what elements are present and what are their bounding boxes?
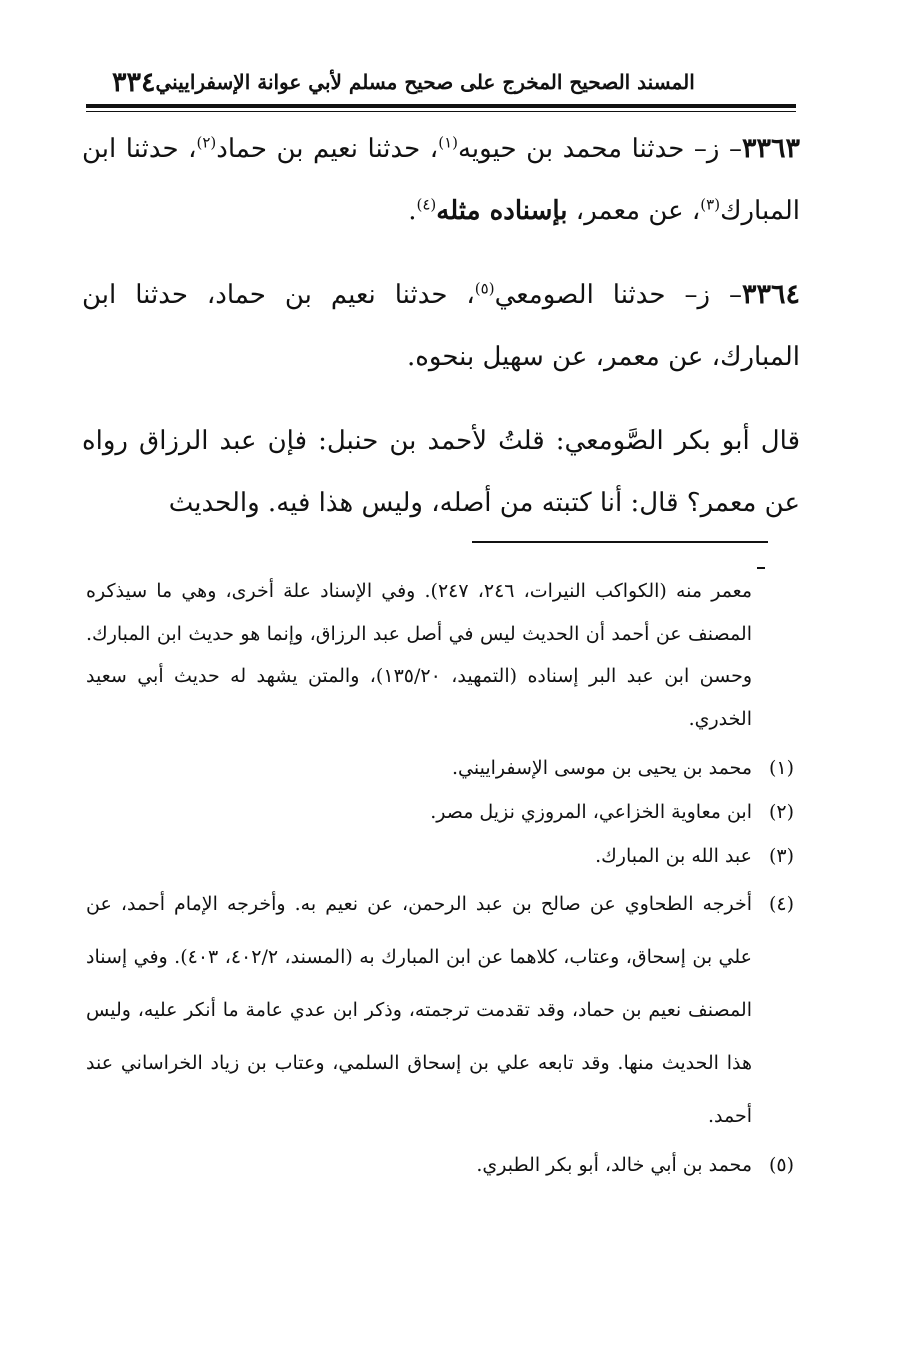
- hadith-3363: [82, 118, 800, 242]
- footnote-ref[interactable]: (١): [438, 133, 458, 152]
- footnotes: [86, 570, 794, 1187]
- footnote-ref[interactable]: (٢): [196, 133, 217, 152]
- page-number: ٣٣٤: [112, 66, 156, 98]
- footnote-1: [86, 746, 794, 790]
- hadith-text: ، عن معمر،: [567, 196, 701, 226]
- footnote-text: محمد بن أبي خالد، أبو بكر الطبري.: [476, 1154, 752, 1176]
- hadith-text: ، حدثنا نعيم بن حماد: [216, 134, 439, 164]
- hadith-text: ، حدثنا نعيم بن حماد، حدثنا ابن المبارك، عن معمر، عن سهيل بنحوه.: [82, 280, 800, 372]
- footnote-text: محمد بن يحيى بن موسى الإسفراييني.: [451, 757, 752, 779]
- footnote-3: [86, 834, 794, 878]
- main-text: [82, 118, 800, 556]
- footnote-text: أخرجه الطحاوي عن صالح بن عبد الرحمن، عن نعيم به. وأخرجه الإمام أحمد، عن علي بن إسحاق، وعتاب، كلاهما عن ابن المبارك به (المسند، ٤٠٢/٢، ٤٠٣). وفي إسناد المصنف نعيم بن حماد، وقد تقدمت ترجمته، وذكر ابن عدي عامة ما أنكر عليه، وليس هذا الحديث منها. وقد تابعه علي بن إسحاق السلمي، وعتاب بن زياد الخراساني عند أحمد.: [86, 893, 753, 1127]
- footnote-text: ابن معاوية الخزاعي، المروزي نزيل مصر.: [430, 801, 752, 823]
- hadith-text: ، حدثنا ابن المبارك: [82, 134, 800, 226]
- hadith-text: – ز– حدثنا محمد بن حيويه: [457, 134, 742, 164]
- hadith-number: ٣٣٦٣: [742, 133, 801, 164]
- footnote-5: [86, 1143, 794, 1187]
- commentary-paragraph: قال أبو بكر الصَّومعي: قلتُ لأحمد بن حنبل: فإن عبد الرزاق رواه عن معمر؟ قال: أنا كتبته من أصله، وليس هذا فيه. والحديث: [82, 426, 800, 518]
- hadith-number: ٣٣٦٤: [741, 279, 800, 310]
- hadith-text: .: [408, 196, 417, 226]
- footnote-ref[interactable]: (٣): [700, 195, 721, 214]
- footnote-label: (٣): [768, 845, 794, 867]
- footnote-label: (٤): [768, 893, 794, 915]
- footnote-ref[interactable]: (٤): [416, 195, 437, 214]
- running-title: المسند الصحيح المخرج على صحيح مسلم لأبي عوانة الإسفراييني: [155, 70, 695, 94]
- page-header: [86, 62, 796, 102]
- footnote-label: (١): [768, 757, 794, 779]
- footnote-dash: [757, 567, 765, 569]
- footnote-2: [86, 790, 794, 834]
- hadith-bold-text: بإسناده مثله: [436, 196, 568, 226]
- footnote-text: عبد الله بن المبارك.: [595, 845, 752, 867]
- footnote-separator: [472, 541, 768, 543]
- footnote-continuation: معمر منه (الكواكب النيرات، ٢٤٦، ٢٤٧). وفي الإسناد علة أخرى، وهي ما سيذكره المصنف عن أحمد أن الحديث ليس في أصل عبد الرزاق، وإنما هو حديث ابن المبارك. وحسن ابن عبد البر إسناده (التمهيد، ١٣٥/٢٠)، والمتن يشهد له حديث أبي سعيد الخدري.: [86, 580, 753, 730]
- header-rule-thick: [86, 104, 796, 108]
- footnote-label: (٢): [768, 801, 794, 823]
- header-rule-thin: [86, 111, 796, 112]
- hadith-3364: [82, 264, 800, 388]
- hadith-text: – ز– حدثنا الصومعي: [494, 280, 742, 310]
- footnote-4: [86, 878, 794, 1143]
- footnote-ref[interactable]: (٥): [474, 279, 495, 298]
- footnote-label: (٥): [768, 1154, 794, 1176]
